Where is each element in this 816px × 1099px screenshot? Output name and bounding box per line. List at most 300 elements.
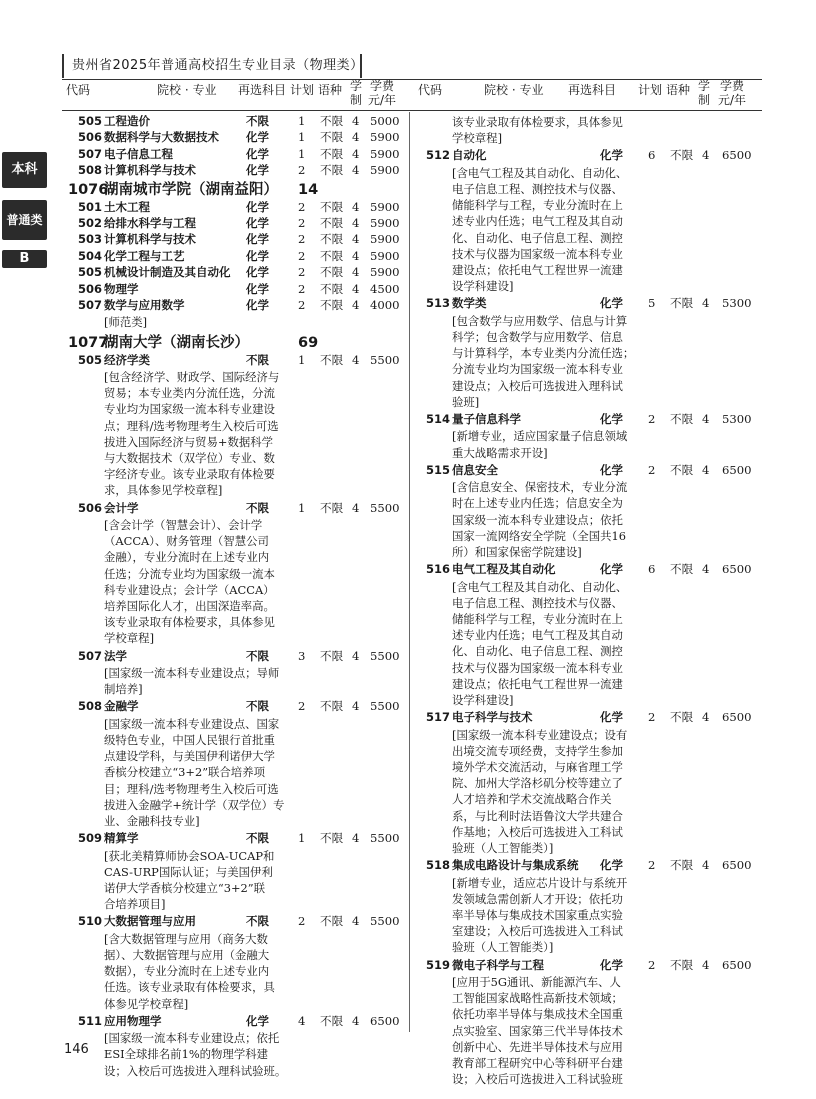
- university-code: 1076: [68, 181, 109, 198]
- major-code: 514: [426, 412, 451, 427]
- note-line: 求，具体参见学校章程]: [104, 483, 223, 498]
- note-line: 任选。该专业录取有体检要求，具: [104, 980, 275, 995]
- note-line: 述专业内任选；电气工程及其自动: [452, 214, 623, 229]
- col-subj: 再选科目: [238, 83, 287, 97]
- study-years: 4: [352, 232, 360, 247]
- tuition-fee: 4000: [370, 297, 400, 312]
- note-line: 创新中心、先进半导体技术与应用: [452, 1039, 623, 1054]
- major-name: 会计学: [104, 500, 139, 515]
- running-header: [62, 54, 362, 78]
- note-line: 验班（人工智能类）]: [452, 940, 554, 955]
- note-line: 设；入校后可选拔进入工科试验班: [452, 1072, 623, 1087]
- note-line: 所）和国家保密学院建设]: [452, 545, 582, 560]
- note-line: 室建设；入校后可选拔进入工科试: [452, 924, 623, 939]
- required-subject: 化学: [246, 281, 269, 296]
- plan-count: 6: [648, 148, 656, 163]
- language: 不限: [320, 130, 344, 145]
- language: 不限: [320, 248, 344, 263]
- major-code: 508: [78, 163, 103, 178]
- note-line: [新增专业，适应国家量子信息领域: [452, 429, 628, 444]
- major-entry: [416, 148, 766, 164]
- required-subject: 化学: [246, 199, 269, 214]
- major-code: 504: [78, 248, 103, 263]
- note-line: 分流专业均为国家级一流本科专业: [452, 362, 623, 377]
- major-code: 505: [78, 352, 103, 367]
- note-line: 与大数据技术（双学位）专业、数: [104, 450, 275, 465]
- col-subj: 再选科目: [568, 83, 617, 97]
- major-name: 计算机科学与技术: [104, 232, 196, 247]
- note-line: 专业均为国家级一流本科专业建设: [104, 402, 275, 417]
- tuition-fee: 5500: [370, 699, 400, 714]
- note-line: 合培养项目]: [104, 897, 166, 912]
- study-years: 4: [352, 648, 360, 663]
- note-line: [包含数学与应用数学、信息与计算: [452, 313, 628, 328]
- required-subject: 化学: [600, 296, 623, 311]
- required-subject: 不限: [246, 648, 269, 663]
- note-line: 该专业录取有体检要求，具体参见: [104, 615, 275, 630]
- note-line: 贸易；本专业类内分流任选，分流: [104, 386, 275, 401]
- major-name: 应用物理学: [104, 1013, 162, 1028]
- major-note: [66, 314, 406, 330]
- study-years: 4: [352, 914, 360, 929]
- required-subject: 化学: [246, 297, 269, 312]
- major-code: 505: [78, 265, 103, 280]
- major-code: 502: [78, 215, 103, 230]
- major-code: 512: [426, 148, 451, 163]
- note-line: 技术与仪器为国家级一流本科专业: [452, 246, 623, 261]
- major-name: 精算学: [104, 831, 139, 846]
- col-fee: 学费 元/年: [718, 79, 747, 107]
- language: 不限: [670, 957, 694, 972]
- study-years: 4: [352, 500, 360, 515]
- plan-count: 6: [648, 562, 656, 577]
- major-entry: [66, 200, 406, 216]
- study-years: 4: [702, 858, 710, 873]
- major-code: 509: [78, 831, 103, 846]
- major-name: 集成电路设计与集成系统: [452, 858, 579, 873]
- note-line: 目；理科/选考物理考生入校后可选: [104, 781, 279, 796]
- major-code: 506: [78, 130, 103, 145]
- required-subject: 化学: [600, 562, 623, 577]
- required-subject: 化学: [246, 232, 269, 247]
- note-line: 出境交流专项经费，支持学生参加: [452, 743, 623, 758]
- plan-count: 2: [648, 957, 656, 972]
- language: 不限: [320, 648, 344, 663]
- major-entry: [66, 353, 406, 369]
- study-years: 4: [352, 1013, 360, 1028]
- language: 不限: [320, 831, 344, 846]
- note-line: 点；理科/选考物理考生入校后可选: [104, 418, 279, 433]
- note-line: [含电气工程及其自动化、自动化、: [452, 579, 628, 594]
- required-subject: 不限: [246, 831, 269, 846]
- language: 不限: [320, 265, 344, 280]
- major-code: 501: [78, 199, 103, 214]
- major-name: 计算机科学与技术: [104, 163, 196, 178]
- study-years: 4: [352, 199, 360, 214]
- note-line: [国家级一流本科专业建设点、国家: [104, 716, 280, 731]
- major-entry: [66, 147, 406, 163]
- note-line: [含信息安全、保密技术，专业分流: [452, 480, 628, 495]
- major-note: [416, 428, 766, 460]
- language: 不限: [670, 562, 694, 577]
- tuition-fee: 6500: [722, 562, 752, 577]
- major-note: [416, 579, 766, 709]
- column-divider: [409, 112, 410, 1032]
- major-name: 自动化: [452, 148, 487, 163]
- col-school: 院校 · 专业: [157, 83, 217, 97]
- major-code: 506: [78, 281, 103, 296]
- note-line: 教育部工程研究中心等科研平台建: [452, 1056, 623, 1071]
- sidebar-tab-batch: B: [2, 250, 47, 268]
- tuition-fee: 5500: [370, 648, 400, 663]
- tuition-fee: 5000: [370, 114, 400, 128]
- note-line: 国家级一流本科专业建设点；依托: [452, 512, 623, 527]
- study-years: 4: [702, 562, 710, 577]
- language: 不限: [670, 296, 694, 311]
- tuition-fee: 5900: [370, 265, 400, 280]
- major-name: 经济学类: [104, 352, 150, 367]
- university-heading: [66, 333, 406, 353]
- col-plan: 计划: [638, 83, 663, 97]
- required-subject: 化学: [246, 130, 269, 145]
- major-name: 大数据管理与应用: [104, 914, 196, 929]
- major-name: 微电子科学与工程: [452, 957, 544, 972]
- major-code: 506: [78, 500, 103, 515]
- plan-count: 1: [298, 831, 306, 846]
- language: 不限: [320, 146, 344, 161]
- tuition-fee: 4500: [370, 281, 400, 296]
- major-note: [66, 369, 406, 499]
- plan-count: 2: [298, 265, 306, 280]
- study-years: 4: [352, 352, 360, 367]
- language: 不限: [320, 914, 344, 929]
- note-line: [获北美精算师协会SOA-UCAP和: [104, 848, 275, 863]
- study-years: 4: [702, 296, 710, 311]
- study-years: 4: [352, 265, 360, 280]
- major-name: 信息安全: [452, 462, 498, 477]
- major-entry: [66, 699, 406, 715]
- study-years: 4: [352, 281, 360, 296]
- plan-count: 1: [298, 130, 306, 145]
- university-name: 湖南大学（湖南长沙）: [104, 334, 249, 351]
- tuition-fee: 5300: [722, 412, 752, 427]
- col-plan: 计划: [290, 83, 315, 97]
- required-subject: 化学: [600, 462, 623, 477]
- note-line: 香槟分校建立“3+2”联合培养项: [104, 765, 265, 780]
- language: 不限: [320, 352, 344, 367]
- tuition-fee: 6500: [722, 710, 752, 725]
- major-entry: [66, 216, 406, 232]
- note-line: 验班（人工智能类）]: [452, 841, 554, 856]
- major-code: 518: [426, 858, 451, 873]
- language: 不限: [320, 297, 344, 312]
- major-code: 507: [78, 648, 103, 663]
- study-years: 4: [352, 130, 360, 145]
- major-code: 505: [78, 114, 103, 128]
- plan-count: 2: [298, 297, 306, 312]
- major-entry: [66, 163, 406, 179]
- language: 不限: [670, 858, 694, 873]
- required-subject: 化学: [246, 163, 269, 178]
- note-line: 科专业建设点；会计学（ACCA）: [104, 582, 275, 597]
- major-code: 517: [426, 710, 451, 725]
- study-years: 4: [702, 412, 710, 427]
- major-note: [66, 517, 406, 647]
- major-entry: [66, 501, 406, 517]
- note-line: 发领域急需创新人才开设；依托功: [452, 891, 623, 906]
- major-entry: [416, 562, 766, 578]
- major-name: 数学与应用数学: [104, 297, 185, 312]
- major-note: [416, 479, 766, 560]
- study-years: 4: [702, 148, 710, 163]
- note-line: 学校章程]: [104, 631, 155, 646]
- note-line: 业、金融科技专业]: [104, 813, 200, 828]
- plan-count: 2: [298, 163, 306, 178]
- note-line: ESI全球排名前1%的物理学科建: [104, 1047, 268, 1062]
- major-name: 化学工程与工艺: [104, 248, 185, 263]
- note-line: 化、自动化、电子信息工程、测控: [452, 644, 623, 659]
- university-name: 湖南城市学院（湖南益阳）: [104, 181, 278, 198]
- tuition-fee: 5900: [370, 163, 400, 178]
- language: 不限: [320, 114, 344, 128]
- study-years: 4: [702, 710, 710, 725]
- note-line: [国家级一流本科专业建设点；导师: [104, 665, 280, 680]
- major-code: 513: [426, 296, 451, 311]
- note-line: 重大战略需求开设]: [452, 445, 548, 460]
- major-note: [66, 1030, 406, 1079]
- study-years: 4: [352, 699, 360, 714]
- language: 不限: [670, 462, 694, 477]
- plan-count: 1: [298, 352, 306, 367]
- sidebar-tab-putonglei: 普通类: [2, 200, 47, 240]
- left-column: [66, 114, 406, 1081]
- major-name: 电子科学与技术: [452, 710, 533, 725]
- note-line: CAS-URP国际认证；与美国伊利: [104, 864, 273, 879]
- col-years: 学 制: [350, 79, 363, 107]
- plan-count: 2: [298, 199, 306, 214]
- language: 不限: [320, 1013, 344, 1028]
- university-plan: 69: [298, 334, 319, 351]
- note-line: 任选；分流专业均为国家级一流本: [104, 566, 275, 581]
- major-name: 数学类: [452, 296, 487, 311]
- university-plan: 14: [298, 181, 319, 198]
- study-years: 4: [352, 248, 360, 263]
- note-line: 体参见学校章程]: [104, 996, 189, 1011]
- plan-count: 2: [648, 858, 656, 873]
- note-line: 该专业录取有体检要求，具体参见: [452, 115, 623, 129]
- note-line: 建设点；依托电气工程世界一流建: [452, 263, 623, 278]
- tuition-fee: 5500: [370, 500, 400, 515]
- tuition-fee: 5500: [370, 831, 400, 846]
- note-line: 建设点；依托电气工程世界一流建: [452, 676, 623, 691]
- tuition-fee: 6500: [722, 148, 752, 163]
- required-subject: 化学: [600, 858, 623, 873]
- major-name: 物理学: [104, 281, 139, 296]
- note-line: 点建设学科，与美国伊利诺伊大学: [104, 749, 275, 764]
- tuition-fee: 5900: [370, 215, 400, 230]
- required-subject: 化学: [600, 412, 623, 427]
- university-code: 1077: [68, 334, 109, 351]
- note-line: （ACCA）、财务管理（智慧公司: [104, 534, 269, 549]
- plan-count: 5: [648, 296, 656, 311]
- major-entry: [66, 298, 406, 314]
- note-line: 字经济专业。该专业录取有体检要: [104, 467, 275, 482]
- major-note: [416, 165, 766, 295]
- plan-count: 1: [298, 500, 306, 515]
- required-subject: 不限: [246, 352, 269, 367]
- tuition-fee: 6500: [722, 462, 752, 477]
- required-subject: 不限: [246, 699, 269, 714]
- major-note: [416, 727, 766, 857]
- major-code: 511: [78, 1013, 103, 1028]
- tuition-fee: 6500: [722, 957, 752, 972]
- col-years: 学 制: [698, 79, 711, 107]
- plan-count: 2: [298, 699, 306, 714]
- note-line: 设学科建设]: [452, 279, 514, 294]
- language: 不限: [670, 412, 694, 427]
- plan-count: 1: [298, 146, 306, 161]
- note-line: [新增专业，适应芯片设计与系统开: [452, 875, 628, 890]
- note-line: 电子信息工程、测控技术与仪器、: [452, 595, 623, 610]
- plan-count: 1: [298, 114, 306, 128]
- major-code: 507: [78, 146, 103, 161]
- major-note: [66, 848, 406, 913]
- tuition-fee: 5300: [722, 296, 752, 311]
- note-line: 率半导体与集成技术国家重点实验: [452, 908, 623, 923]
- note-line: 拔进入国际经济与贸易+数据科学: [104, 434, 274, 449]
- major-entry: [66, 282, 406, 298]
- major-entry: [66, 130, 406, 146]
- required-subject: 化学: [600, 710, 623, 725]
- note-line: [应用于5G通讯、新能源汽车、人: [452, 975, 621, 990]
- tuition-fee: 6500: [370, 1013, 400, 1028]
- note-line: 国家一流网络安全学院（全国共16: [452, 528, 626, 543]
- note-line: 学校章程]: [452, 131, 503, 146]
- language: 不限: [320, 281, 344, 296]
- note-line: 述专业内任选；电气工程及其自动: [452, 628, 623, 643]
- tuition-fee: 5500: [370, 352, 400, 367]
- major-note: [416, 313, 766, 410]
- tuition-fee: 5900: [370, 146, 400, 161]
- header-rule-bottom: [62, 110, 762, 111]
- plan-count: 2: [298, 215, 306, 230]
- major-entry: [66, 232, 406, 248]
- major-entry: [416, 296, 766, 312]
- plan-count: 2: [298, 281, 306, 296]
- major-entry: [66, 914, 406, 930]
- major-name: 电子信息工程: [104, 146, 173, 161]
- language: 不限: [320, 500, 344, 515]
- note-line: 作基地；入校后可选拔进入工科试: [452, 824, 623, 839]
- major-entry: [416, 463, 766, 479]
- col-school: 院校 · 专业: [484, 83, 544, 97]
- tuition-fee: 5900: [370, 199, 400, 214]
- major-code: 508: [78, 699, 103, 714]
- major-note: [416, 875, 766, 956]
- note-line: 诺伊大学香槟分校建立“3+2”联: [104, 880, 265, 895]
- major-code: 519: [426, 957, 451, 972]
- required-subject: 不限: [246, 114, 269, 128]
- note-line: 与计算科学，本专业类内分流任选；: [452, 346, 635, 361]
- major-note: [66, 931, 406, 1012]
- major-name: 机械设计制造及其自动化: [104, 265, 231, 280]
- col-code: 代码: [418, 83, 443, 97]
- plan-count: 2: [648, 710, 656, 725]
- note-line: [含大数据管理与应用（商务大数: [104, 931, 268, 946]
- note-line: [国家级一流本科专业建设点；依托: [104, 1031, 280, 1046]
- note-line: [国家级一流本科专业建设点；设有: [452, 727, 628, 742]
- required-subject: 化学: [246, 215, 269, 230]
- major-note: [416, 974, 766, 1087]
- note-line: 院、加州大学洛杉矶分校等建立了: [452, 776, 623, 791]
- language: 不限: [670, 710, 694, 725]
- study-years: 4: [352, 215, 360, 230]
- major-name: 土木工程: [104, 199, 150, 214]
- major-note: [66, 716, 406, 829]
- note-line: 时在上述专业内任选；信息安全为: [452, 496, 623, 511]
- major-name: 量子信息科学: [452, 412, 521, 427]
- required-subject: 化学: [246, 1013, 269, 1028]
- note-line: 人才培养和学术交流战略合作关: [452, 792, 612, 807]
- major-name: 法学: [104, 648, 127, 663]
- tuition-fee: 5500: [370, 914, 400, 929]
- study-years: 4: [352, 163, 360, 178]
- note-line: 拔进入金融学+统计学（双学位）专: [104, 797, 285, 812]
- language: 不限: [670, 148, 694, 163]
- note-line: [含会计学（智慧会计）、会计学: [104, 517, 263, 532]
- major-entry: [416, 958, 766, 974]
- required-subject: 不限: [246, 500, 269, 515]
- note-line: 境外学术交流活动，与麻省理工学: [452, 760, 623, 775]
- note-line: 数据），专业分流时在上述专业内: [104, 964, 270, 979]
- language: 不限: [320, 199, 344, 214]
- note-line: [包含经济学、财政学、国际经济与: [104, 369, 280, 384]
- major-name: 电气工程及其自动化: [452, 562, 556, 577]
- note-line: 制培养]: [104, 682, 143, 697]
- study-years: 4: [352, 831, 360, 846]
- study-years: 4: [702, 462, 710, 477]
- column-header-left: [62, 79, 407, 109]
- plan-count: 2: [298, 232, 306, 247]
- note-line: 工智能国家战略性高新技术领域；: [452, 991, 623, 1006]
- required-subject: 化学: [600, 957, 623, 972]
- col-fee: 学费 元/年: [368, 79, 397, 107]
- tuition-fee: 5900: [370, 248, 400, 263]
- university-heading: [66, 180, 406, 200]
- page-number: 146: [64, 1042, 89, 1057]
- tuition-fee: 6500: [722, 858, 752, 873]
- note-line: 系，与比利时法语鲁汶大学共建合: [452, 808, 623, 823]
- major-note: [416, 114, 766, 146]
- note-line: 验班]: [452, 394, 480, 409]
- col-code: 代码: [66, 83, 91, 97]
- note-line: 技术与仪器为国家级一流本科专业: [452, 660, 623, 675]
- col-lang: 语种: [666, 83, 691, 97]
- study-years: 4: [352, 297, 360, 312]
- note-line: 科学；包含数学与应用数学、信息: [452, 330, 623, 345]
- note-line: 储能科学与工程，专业分流时在上: [452, 612, 623, 627]
- column-header-right: [412, 79, 762, 109]
- plan-count: 2: [298, 248, 306, 263]
- plan-count: 2: [648, 462, 656, 477]
- major-code: 510: [78, 914, 103, 929]
- note-line: 点实验室、国家第三代半导体技术: [452, 1023, 623, 1038]
- tuition-fee: 5900: [370, 130, 400, 145]
- study-years: 4: [352, 146, 360, 161]
- major-entry: [66, 1014, 406, 1030]
- major-entry: [416, 858, 766, 874]
- major-name: 给排水科学与工程: [104, 215, 196, 230]
